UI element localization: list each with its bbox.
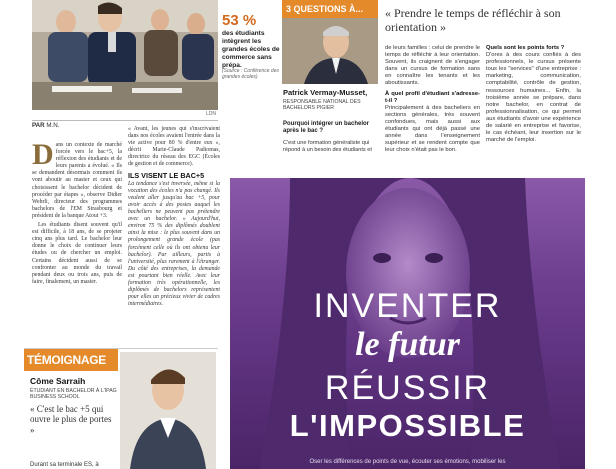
article-paragraph-3: « Avant, les jeunes qui s'inscrivaient dans nos écoles avaient l'entrée dans la vie active pour 80 % d'entre eux », décrit Marie-Claude Padiomas, directrice du réseau des EGC (Écoles de gestion et de commerce). xyxy=(128,126,220,168)
answer-2: Principalement à des bacheliers en sections générales, très souvent confondues, mais aussi aux étudiants qui ont déjà passé une année dans l'enseignement supérieur et se rendent compte que leur choix n'était pas le bon. xyxy=(385,104,480,154)
interview-headline: « Prendre le temps de réfléchir à son orientation » xyxy=(385,6,561,34)
testimony-quote: « C'est le bac +5 qui ouvre le plus de portes » xyxy=(30,404,112,435)
byline-name: M.N. xyxy=(46,122,60,129)
stat-figure: 53 % xyxy=(222,12,257,29)
stat-source: (Source : Conférence des grandes écoles) xyxy=(222,68,279,80)
student-illustration xyxy=(120,352,216,469)
ad-line-3: RÉUSSIR xyxy=(324,369,491,407)
article-paragraph-1: ans un contexte de marché forcée vers le bac+5, la réflexion des étudiants et de leurs parents a évolué. « Ils se demandent désormais comment ils vont aboutir au master et ceux qui choisissent le bachelor décident de procéder par étapes », observe Didier Wehrli, directeur des programmes bachelors de l'EM Strasbourg et président de la banque Atout +3. xyxy=(32,142,122,219)
advertisement xyxy=(230,178,585,469)
photo-credit: LDN xyxy=(206,111,217,117)
article-subhead: ILS VISENT LE BAC+5 xyxy=(128,170,205,180)
answer-1: C'est une formation généraliste qui répond à un besoin des étudiants et xyxy=(283,140,372,153)
article-column-2 xyxy=(128,126,220,308)
interview-banner: 3 QUESTIONS À... xyxy=(282,0,378,18)
question-1: Pourquoi intégrer un bachelor après le bac ? xyxy=(283,121,370,134)
article-paragraph-4: La tendance s'est inversée, même si la vocation des écoles n'a pas changé. Ils veulent aller jusqu'au bac +5, pour avoir accès à des postes auquel les bacheliers ne peuvent pas prétendre avec un bachelor. » Aujourd'hui, environ 75 % des diplômés doublent ainsi la mise : le plus souvent dans un prolongement grande école (pas forcément celle où ils ont obtenu leur bachelor). Par ailleurs, partis à l'université, plus rarement à l'étranger. Du côté des entreprises, la demande est pourtant bien réelle. Avec leur formation très opérationnelle, les diplômés de bachelors représentent pour elles un précieux vivier de cadres intermédiaires. xyxy=(128,180,220,308)
testimony-photo xyxy=(120,352,216,469)
ad-tagline: Oser les différences de points de vue, écouter ses émotions, mobiliser les xyxy=(309,459,506,465)
classroom-illustration xyxy=(32,0,218,110)
divider xyxy=(32,120,218,121)
interviewee-name: Patrick Vermay-Musset, xyxy=(283,88,368,97)
interviewee-illustration xyxy=(282,18,378,84)
testimony-name: Côme Sarraih xyxy=(30,376,86,386)
answer-1-continued: de leurs familles : celui de prendre le temps de réfléchir à leur orientation. Souvent, ils craignent de s'engager dans un cursus de formation sans en connaître les tenants et les aboutissants. xyxy=(385,45,480,87)
question-3: Quels sont les points forts ? xyxy=(486,45,565,51)
interviewee-role: RESPONSABLE NATIONAL DES BACHELORS PIGIER xyxy=(283,99,361,111)
testimony-banner: TÉMOIGNAGE xyxy=(24,349,118,371)
classroom-photo xyxy=(32,0,218,110)
ad-line-4: L'IMPOSSIBLE xyxy=(289,408,526,443)
article-column-1 xyxy=(32,138,122,286)
interview-column-middle xyxy=(385,45,480,154)
interviewee-photo xyxy=(282,18,378,84)
byline xyxy=(32,122,59,129)
article-paragraph-2: Les étudiants disent souvent qu'il est difficile, à 18 ans, de se projeter cinq ans plus tard. Le bachelor leur donne le choix de continuer leurs études ou de chercher un emploi. Certains décident aussi de se confronter au monde du travail pendant deux ou trois ans, puis de faire, finalement, un master. xyxy=(32,222,122,285)
answer-3: D'ores à des cours confiés à des professionnels, le cursus présente tous les "services" d'une entreprise : marketing, communication, comptabilité, contrôle de gestion, ressources humaines... Enfin, la troisième année se prépare, dans notre bachelor, en contrat de professionnalisation, ce qui permet aux étudiants d'avoir une expérience de salarié en entreprise et favorise, le cas échéant, leur insertion sur le marché de l'emploi. xyxy=(486,52,581,144)
interview-column-right xyxy=(486,45,581,144)
drop-cap: D xyxy=(32,138,54,171)
byline-prefix: PAR xyxy=(32,122,45,129)
question-2: À quel profil d'étudiant s'adresse-t-il ? xyxy=(385,90,480,104)
ad-line-1: INVENTER xyxy=(313,287,502,325)
testimony-role: ÉTUDIANT EN BACHELOR À L'IPAG BUSINESS SCHOOL xyxy=(30,388,117,401)
stat-text: des étudiants intègrent les grandes écoles de commerce sans prépa. xyxy=(222,30,280,69)
testimony-text: Durant sa terminale ES, à xyxy=(30,462,99,468)
ad-line-2: le futur xyxy=(355,326,460,363)
